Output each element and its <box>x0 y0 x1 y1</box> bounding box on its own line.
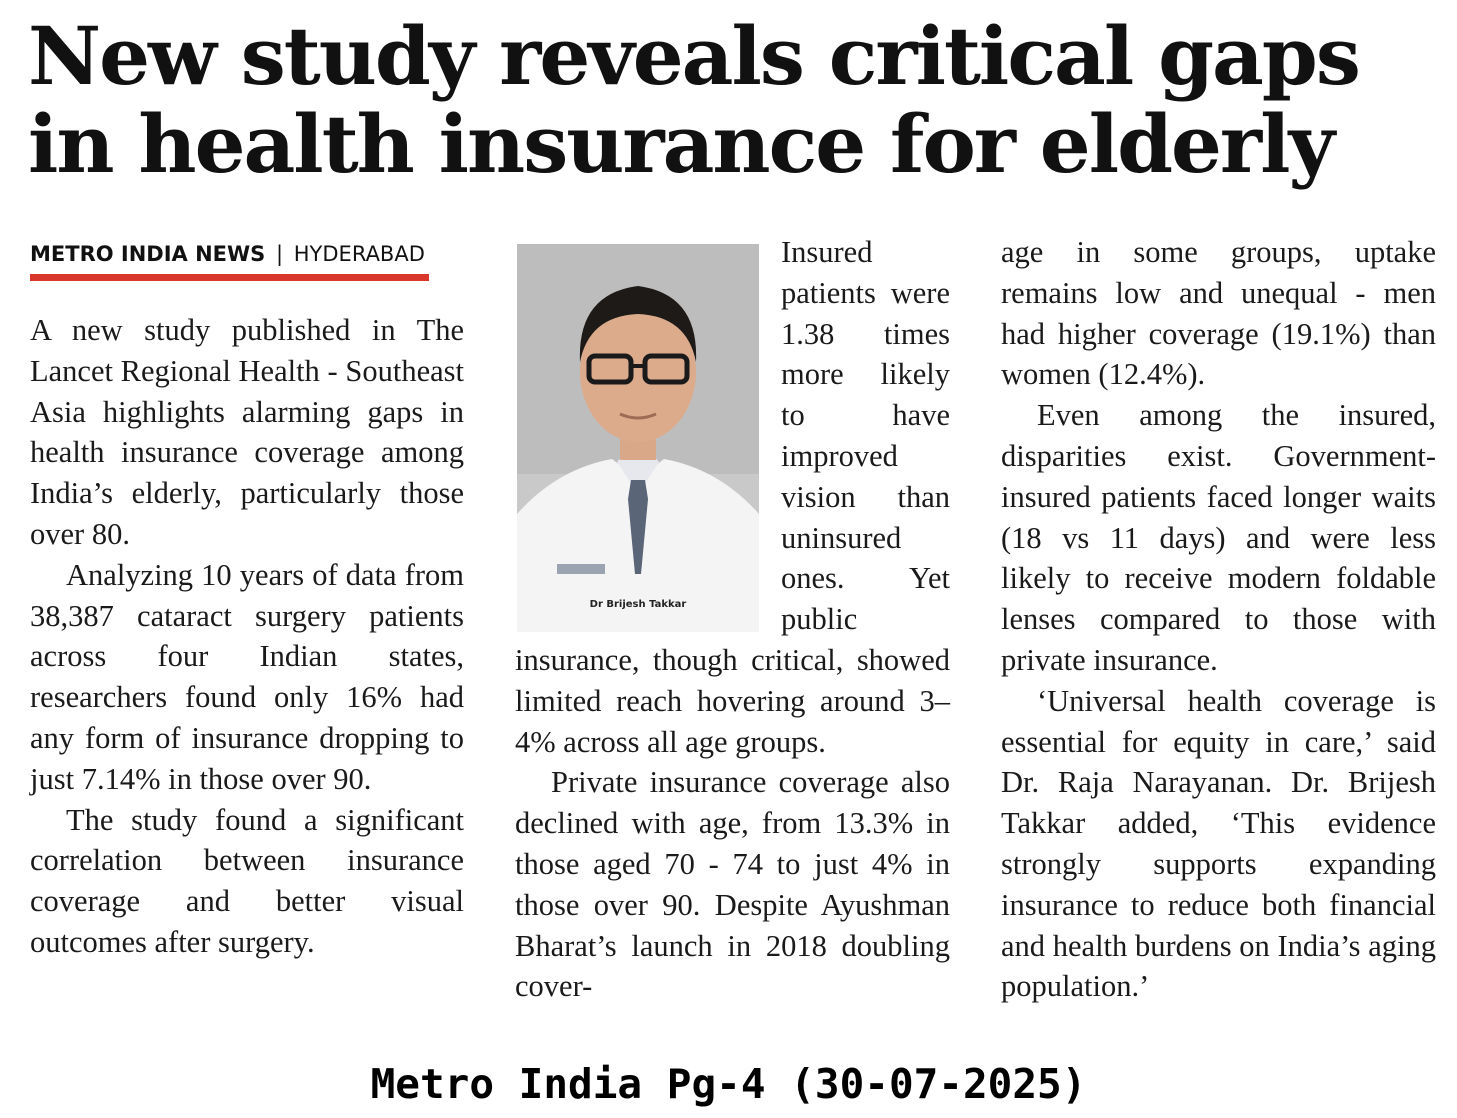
byline-rule <box>30 274 429 281</box>
portrait-photo <box>517 244 759 632</box>
headline <box>28 9 1438 191</box>
col2-paragraph-2: Private insurance coverage also declined with age, from 13.3% in those aged 70 - 74 to just 4% in those over 90. Despite Ayushman Bharat’s launch in 2018 doubling cover- <box>515 765 950 1004</box>
headline-line-2: in health insurance for elderly <box>28 97 1333 191</box>
byline-location: HYDERABAD <box>293 242 425 266</box>
article-column-1 <box>30 310 464 963</box>
col3-paragraph-2: Even among the insured, disparities exist. Government-insured patients faced longer waits (18 vs 11 days) and were less likely to receive modern foldable lenses compared to those with private insurance. <box>1001 398 1436 677</box>
photo-caption: Dr Brijesh Takkar <box>589 599 687 611</box>
col1-paragraph-1: A new study published in The Lancet Regional Health - Southeast Asia highlights alarming gaps in health insurance coverage among India’s elderly, particularly those over 80. <box>30 313 464 551</box>
byline <box>30 242 430 266</box>
article-column-3 <box>1001 232 1436 1007</box>
article-column-2 <box>515 232 950 1007</box>
col3-paragraph-3: ‘Universal health coverage is essential for equity in care,’ said Dr. Raja Narayanan. Dr. Brijesh Takkar added, ‘This evidence strongly supports expanding insurance to reduce both financial and health burdens on India’s aging population.’ <box>1001 683 1436 1004</box>
col3-paragraph-1: age in some groups, uptake remains low and unequal - men had higher coverage (19.1%) than women (12.4%). <box>1001 235 1436 392</box>
col1-paragraph-2: Analyzing 10 years of data from 38,387 cataract surgery patients across four Indian states, researchers found only 16% had any form of insurance dropping to just 7.14% in those over 90. <box>30 557 464 796</box>
col1-paragraph-3: The study found a significant correlation between insurance coverage and better visual outcomes after surgery. <box>30 802 464 959</box>
col2-paragraph-1: Insured patients were 1.38 times more likely to have improved vision than uninsured ones. Yet public insurance, though critical, showed limited reach hovering around 3–4% across all age groups. <box>515 235 950 759</box>
byline-separator: | <box>276 242 284 266</box>
headline-line-1: New study reveals critical gaps <box>28 9 1359 103</box>
portrait-illustration <box>517 244 759 632</box>
byline-agency: METRO INDIA NEWS <box>30 242 266 266</box>
source-footer: Metro India Pg-4 (30-07-2025) <box>370 1060 1087 1108</box>
